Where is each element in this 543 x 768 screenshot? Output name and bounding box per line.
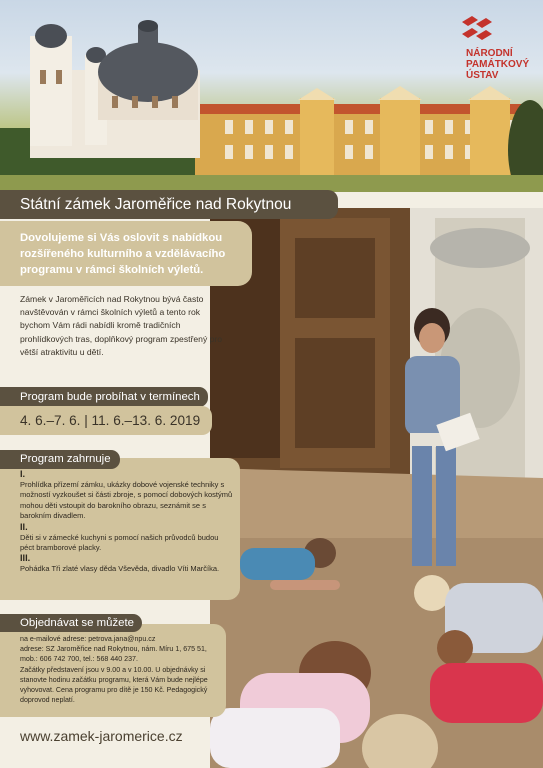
program-heading: Program zahrnuje — [0, 450, 120, 469]
interior-photo — [210, 208, 543, 768]
order-address: adrese: SZ Jaroměřice nad Rokytnou, nám. Míru 1, 675 51, — [20, 645, 207, 654]
program-box — [0, 458, 240, 600]
npu-logo-text — [466, 48, 543, 81]
logo-line: PAMÁTKOVÝ — [466, 59, 530, 70]
logo-line: ÚSTAV — [466, 70, 499, 81]
body-text: Zámek v Jaroměřicích nad Rokytnou bývá často navštěvován v rámci školních výletů a tento rok bychom Vám rádi nabídli kromě tradičních prohlídkových tras, doplňkový program zpestřený pro větší atraktivitu u dětí. — [20, 294, 223, 357]
dates-heading: Program bude probíhat v termínech — [0, 387, 208, 407]
dates-value: 4. 6.–7. 6. | 11. 6.–13. 6. 2019 — [0, 406, 212, 435]
intro-box: Dovolujeme si Vás oslovit s nabídkou rozšířeného kulturního a vzdělávacího programu v rámci školních výletů. — [0, 221, 252, 286]
order-box — [0, 624, 226, 717]
order-note: Začátky představení jsou v 9.00 a v 10.00. U objednávky si stanovte hodinu začátku programu, která Vám bude nejlépe vyhovovat. Cena programu pro dítě je 150 Kč. Pedagogický doprovod neplatí. — [20, 665, 208, 705]
website-link[interactable]: www.zamek-jaromerice.cz — [20, 728, 183, 744]
order-phones: mob.: 606 742 700, tel.: 568 440 237. — [20, 655, 138, 664]
page-title: Státní zámek Jaroměřice nad Rokytnou — [0, 190, 338, 219]
program-item-text: Prohlídka přízemí zámku, ukázky dobové vojenské techniky s možností vyzkoušet si části zbroje, s pomocí dobových kostýmů mohou děti vstoupit do barokního obrazu, seznámit se s barokním divadlem. — [20, 480, 233, 521]
order-heading: Objednávat se můžete — [0, 614, 142, 632]
program-item-text: Pohádka Tři zlaté vlasy děda Vševěda, divadlo Víti Marčíka. — [20, 564, 220, 574]
program-item-number: III. — [20, 553, 31, 564]
program-item-number: II. — [20, 521, 28, 532]
npu-logo — [458, 16, 538, 88]
program-item-number: I. — [20, 469, 26, 479]
program-item-text: Děti si v zámecké kuchyni s pomocí našich průvodců budou péct bramborové placky. — [20, 532, 219, 553]
npu-logo-icon — [458, 16, 502, 48]
order-email: na e-mailové adrese: petrova.jana@npu.cz — [20, 635, 156, 643]
logo-line: NÁRODNÍ — [466, 48, 513, 59]
